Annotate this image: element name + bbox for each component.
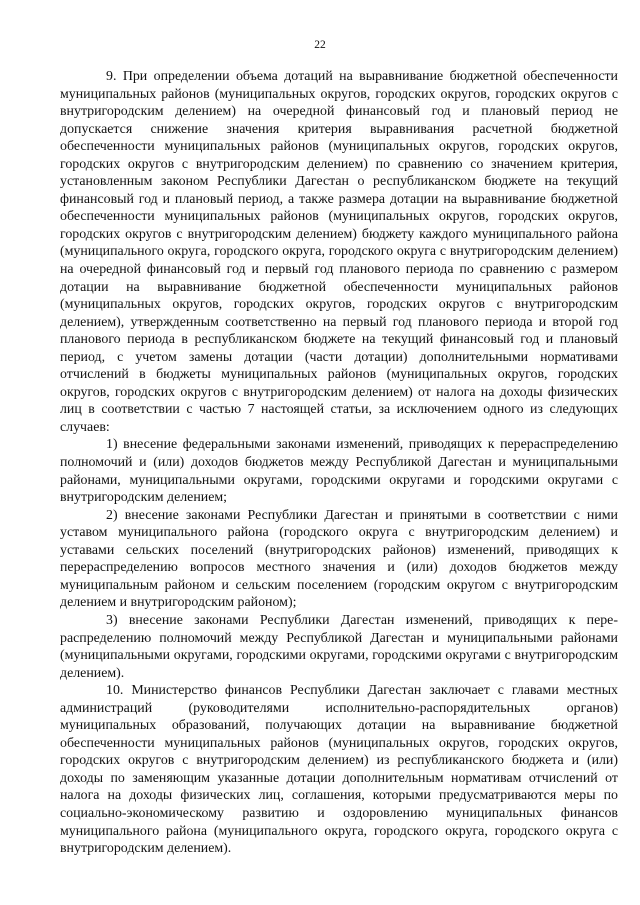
page-number: 22 <box>314 39 326 51</box>
paragraph-9: 9. При определении объема дотаций на выравнивание бюджетной обеспеченности муниципальных районов (муниципальных округов, городских округов, городских округов с внутригородским делением) на очередной финансовый год и плановый период не допускается снижение значения критерия выравнивания расчетной бюджетной обеспеченности муниципальных районов (муниципальных округов, городских округов, городских округов с внутригородским делением) по сравнению со значением критерия, установленным законом Республики Дагестан о республиканском бюджете на текущий финансовый год и плановый период, а также размера дотации на выравнивание бюджетной обеспеченности муниципальных районов (муниципальных округов, городских округов, городских округов с внутригородским делением) бюджету каждого муниципального района (муниципального округа, городского округа, городского округа с внутригородским делением) на очередной финансовый год и первый год планового периода по сравнению с размером дотации на выравнивание бюджетной обеспеченности муниципальных районов (муниципальных округов, городских округов, городских округов с внутригородским делением), утвержденным соответственно на первый год планового периода и второй год планового периода в республиканском бюджете на текущий финансовый год и плановый период, с учетом замены дотации (части дотации) дополнительными нормативами отчислений в бюджеты муниципальных районов (муниципальных округов, городских округов, городских округов с внутригородским делением) от налога на доходы физических лиц в соответствии с частью 7 настоящей статьи, за исключением одного из следующих случаев: <box>60 69 618 435</box>
paragraph-9-case-3: 3) внесение законами Республики Дагестан изменений, приводящих к перераспределению полномочий между Республикой Дагестан и муниципальными районами (муниципальными округами, городскими округами, городскими округами с внутригородским делением). <box>60 612 618 681</box>
paragraph-9-case-1: 1) внесение федеральными законами изменений, приводящих к перераспределению полномочий и (или) доходов бюджетов между Республикой Дагестан и муниципальными районами, муниципальными округами, городскими округами и городскими округами с внутригородским делением; <box>60 437 618 506</box>
document-body <box>60 68 618 858</box>
paragraph-9-case-2: 2) внесение законами Республики Дагестан и принятыми в соответствии с ними уставом муниципального района (городского округа с внутригородским делением) и уставами сельских поселений (внутригородских районов) изменений, приводящих к перераспределению вопросов местного значения и (или) доходов бюджетов между муниципальным районом и сельским поселением (городским округом с внутригородским делением и внутригородским районом); <box>60 507 618 611</box>
paragraph-10: 10. Министерство финансов Республики Дагестан заключает с главами местных администраций (руководителями исполнительно-распорядительных органов) муниципальных образований, получающих дотации на выравнивание бюджетной обеспеченности муниципальных районов (муниципальных округов, городских округов, городских округов с внутригородским делением) из республиканского бюджета и (или) доходы по заменяющим указанные дотации дополнительным нормативам отчислений от налога на доходы физических лиц, соглашения, которыми предусматриваются меры по социально-экономическому развитию и оздоровлению муниципальных финансов муниципального района (муниципального округа, городского округа, городского округа с внутригородским делением). <box>60 683 618 857</box>
